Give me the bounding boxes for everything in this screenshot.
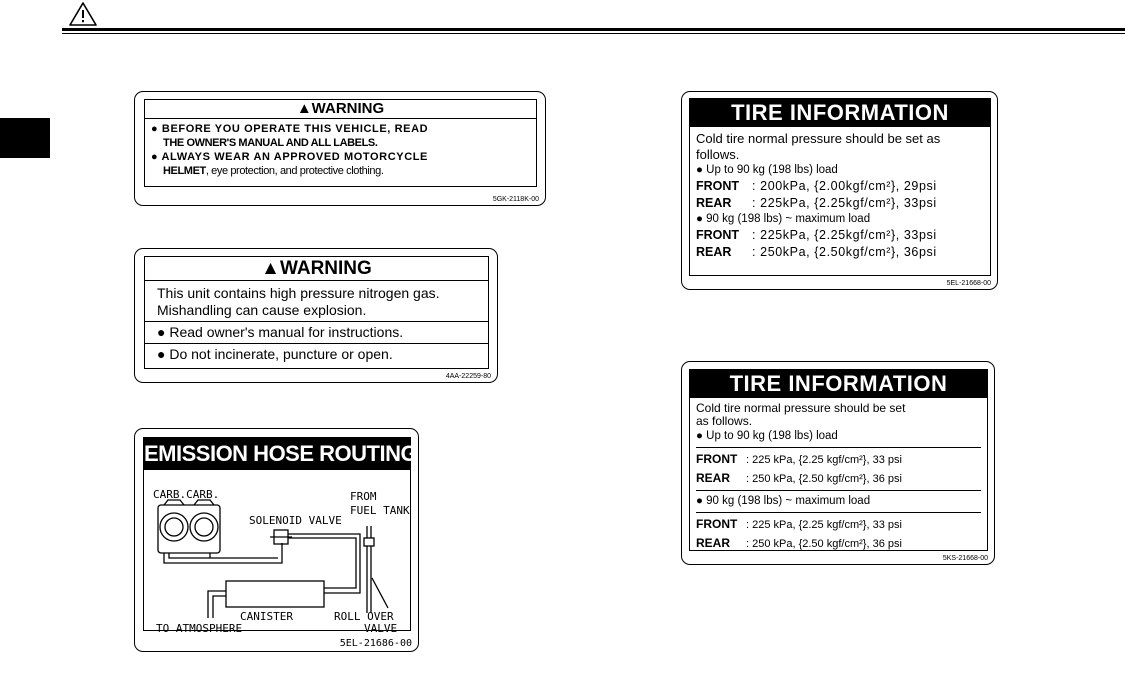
warning-label-frame [144, 256, 489, 369]
warning-label-helmet [134, 91, 546, 206]
header-rule-thin [62, 33, 1125, 34]
divider [696, 512, 981, 513]
pressure-value: : 250 kPa, {2.50 kgf/cm²}, 36 psi [746, 538, 902, 550]
from-label: FROM [350, 490, 377, 503]
emission-title: EMISSION HOSE ROUTING [144, 438, 410, 470]
part-code: 5KS-21668-00 [942, 555, 988, 562]
tire-title: TIRE INFORMATION [690, 99, 990, 127]
solenoid-label: SOLENOID VALVE [249, 514, 342, 527]
pressure-row [696, 227, 984, 244]
pressure-value: : 225kPa, {2.25kgf/cm²}, 33psi [752, 228, 937, 242]
load-condition: ● 90 kg (198 lbs) ~ maximum load [696, 495, 871, 507]
tire-info-label-1 [681, 91, 998, 290]
tire-title: TIRE INFORMATION [690, 370, 987, 398]
emission-label-frame [143, 437, 418, 632]
warning-label-frame [144, 99, 537, 187]
pressure-row [696, 515, 981, 534]
tire-intro: follows. [696, 147, 740, 162]
hose-routing-diagram [144, 438, 412, 632]
warning-line: ● ALWAYS WEAR AN APPROVED MOTORCYCLE [151, 151, 428, 163]
pressure-key: REAR [696, 245, 732, 259]
tire-intro: Cold tire normal pressure should be set as [696, 131, 941, 146]
pressure-value: : 225 kPa, {2.25 kgf/cm²}, 33 psi [746, 519, 902, 531]
pressure-value: : 250kPa, {2.50kgf/cm²}, 36psi [752, 245, 937, 259]
fuel-tank-label: FUEL TANK [350, 504, 410, 517]
pressure-row [696, 469, 981, 488]
warning-line: ● Read owner's manual for instructions. [157, 324, 404, 340]
pressure-row [696, 178, 984, 195]
pressure-key: REAR [696, 196, 732, 210]
tire-label-frame [689, 98, 991, 276]
warning-title: ▲WARNING [145, 100, 536, 119]
tire-info-label-2 [681, 361, 995, 565]
helmet-rest: , eye protection, and protective clothing. [205, 165, 384, 177]
section-tab [0, 118, 50, 158]
load-condition: ● Up to 90 kg (198 lbs) load [696, 164, 838, 176]
part-code: 4AA-22259-80 [445, 373, 491, 380]
pressure-row [696, 195, 984, 212]
pressure-key: FRONT [696, 228, 740, 242]
warning-title: ▲WARNING [145, 257, 488, 281]
atmosphere-label: TO ATMOSPHERE [156, 622, 243, 632]
pressure-key: REAR [696, 536, 731, 550]
pressure-value: : 225kPa, {2.25kgf/cm²}, 33psi [752, 196, 937, 210]
rollover-label: ROLL OVER [334, 610, 394, 623]
pressure-value: : 225 kPa, {2.25 kgf/cm²}, 33 psi [746, 454, 902, 466]
pressure-row [696, 534, 981, 553]
divider [696, 447, 981, 448]
part-code: 5EL-21686-00 [339, 638, 412, 649]
pressure-row [696, 244, 984, 261]
pressure-value: : 200kPa, {2.00kgf/cm²}, 29psi [752, 179, 937, 193]
warning-line: This unit contains high pressure nitrogen gas. [157, 285, 440, 301]
warning-line: THE OWNER'S MANUAL AND ALL LABELS. [163, 137, 378, 149]
load-condition: ● 90 kg (198 lbs) ~ maximum load [696, 213, 871, 225]
tire-intro: as follows. [696, 414, 753, 428]
divider [696, 490, 981, 491]
canister-label: CANISTER [240, 610, 293, 623]
pressure-key: REAR [696, 471, 731, 485]
warning-line: Mishandling can cause explosion. [157, 302, 367, 318]
part-code: 5EL-21668-00 [946, 280, 991, 287]
helmet-word: HELMET [163, 165, 206, 177]
tire-label-frame [689, 369, 988, 551]
header-rule-thick [62, 28, 1125, 31]
load-condition: ● Up to 90 kg (198 lbs) load [696, 430, 838, 442]
emission-hose-label [134, 428, 419, 652]
warning-line: ● BEFORE YOU OPERATE THIS VEHICLE, READ [151, 123, 429, 135]
divider [145, 343, 488, 344]
warning-line [145, 164, 536, 178]
part-code: 5GK-2118K-00 [492, 196, 539, 203]
carb-label: CARB.CARB. [153, 488, 220, 501]
valve-label: VALVE [364, 622, 398, 632]
warning-triangle-icon [68, 0, 98, 28]
divider [145, 321, 488, 322]
tire-intro: Cold tire normal pressure should be set [696, 401, 906, 415]
pressure-key: FRONT [696, 452, 738, 466]
pressure-row [696, 450, 981, 469]
pressure-key: FRONT [696, 517, 738, 531]
warning-label-nitrogen [134, 248, 498, 383]
warning-line: ● Do not incinerate, puncture or open. [157, 346, 393, 362]
pressure-value: : 250 kPa, {2.50 kgf/cm²}, 36 psi [746, 473, 902, 485]
pressure-key: FRONT [696, 179, 740, 193]
